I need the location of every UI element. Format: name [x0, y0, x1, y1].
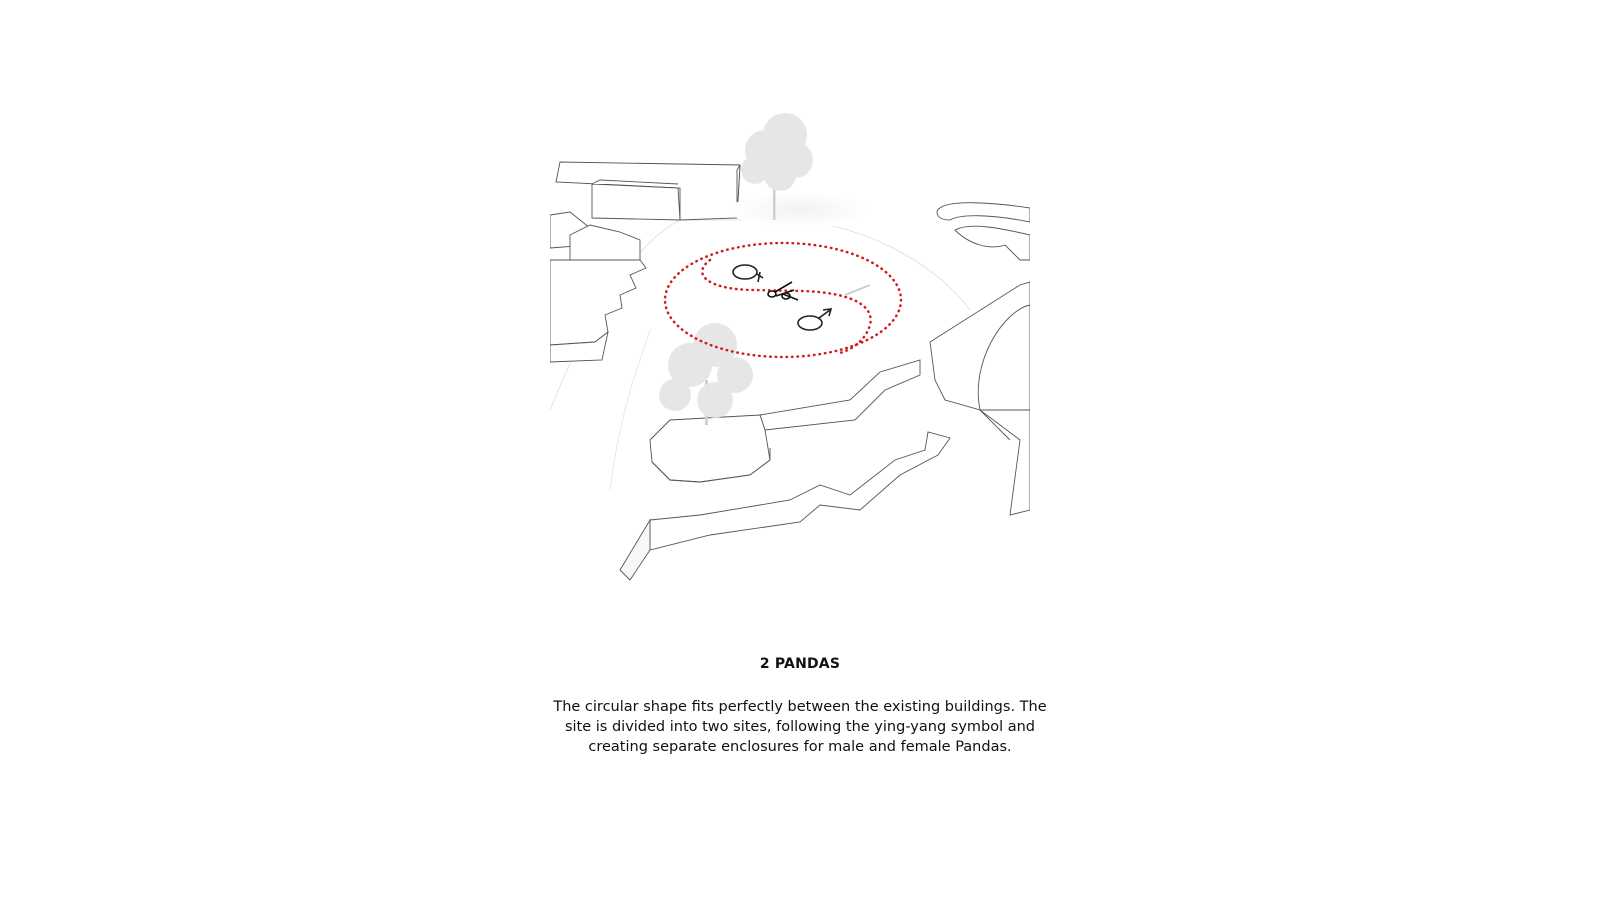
caption-line: site is divided into two sites, following the ying-yang symbol and: [564, 719, 1036, 735]
site-diagram: [550, 110, 1030, 600]
caption-line: The circular shape fits perfectly between the existing buildings. The: [553, 699, 1047, 715]
tree-lower: [659, 323, 753, 425]
existing-buildings-right: [930, 203, 1030, 515]
male-symbol-icon: [798, 309, 831, 330]
planter-block: [650, 415, 770, 482]
caption-title: 2 PANDAS: [759, 656, 841, 672]
yin-yang-dotted-outline: [665, 243, 901, 357]
tree-shadow: [730, 192, 870, 228]
female-symbol-icon: [733, 265, 763, 282]
caption-description: [500, 697, 1100, 757]
scissors-icon: [768, 282, 798, 300]
caption-line: creating separate enclosures for male and female Pandas.: [588, 739, 1012, 755]
divider-line: [845, 285, 870, 295]
